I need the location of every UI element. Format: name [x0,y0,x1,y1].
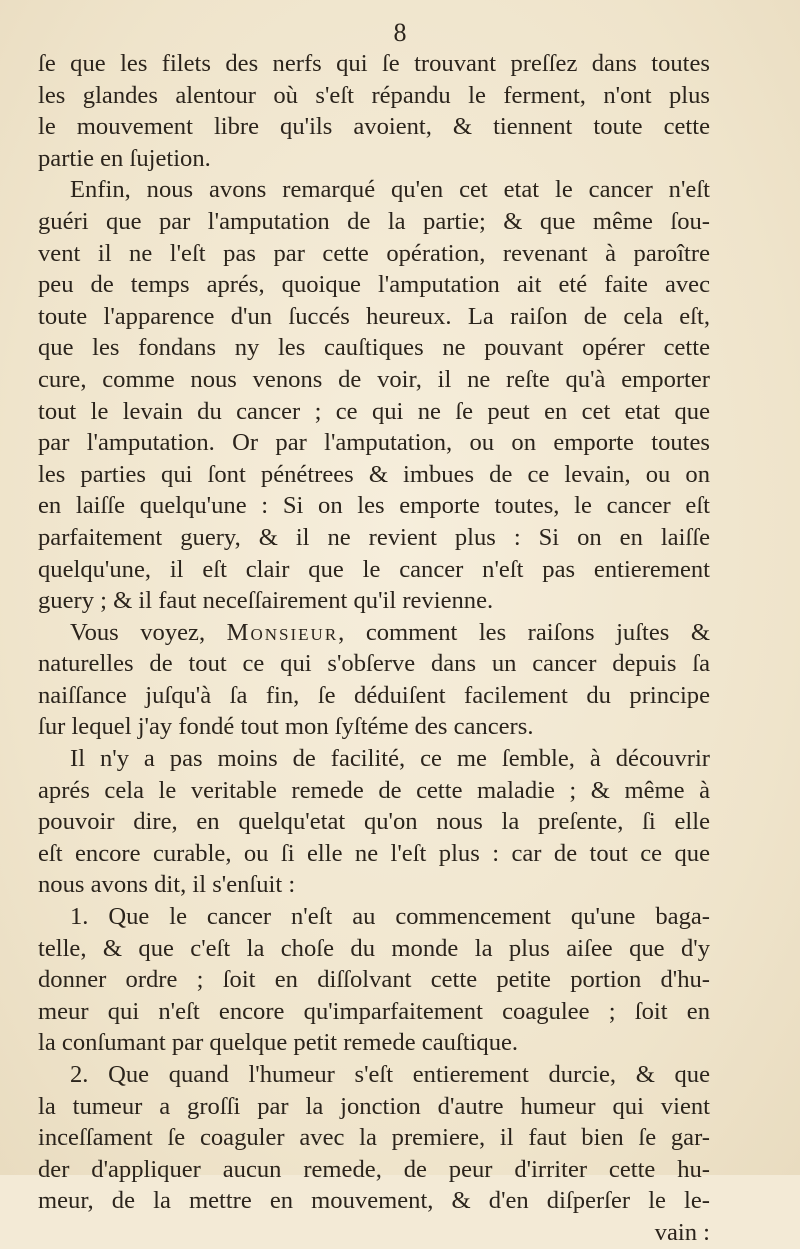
text-line: le mouvement libre qu'ils avoient, & tiennent toute cette [38,113,710,141]
text-line: ſur lequel j'ay fondé tout mon ſyſtéme des cancers. [38,713,534,741]
text-line: nous avons dit, il s'enſuit : [38,871,296,899]
text-run: Vous voyez, [70,618,227,646]
text-line: les glandes alentour où s'eſt répandu le ferment, n'ont plus [38,81,710,109]
text-line: partie en ſujetion. [38,144,211,172]
page-number: 8 [393,18,407,47]
addressee-smallcaps: Monsieur [226,618,339,646]
text-line: vain : [654,1218,710,1246]
page-text [38,48,710,1249]
text-line: guéri que par l'amputation de la partie; & que même ſou- [38,207,710,235]
text-line: que les fondans ny les cauſtiques ne pouvant opérer cette [38,334,710,362]
text-line: la tumeur a groſſi par la jonction d'autre humeur qui vient [38,1092,710,1120]
text-line: vent il ne l'eſt pas par cette opération, revenant à paroître [38,239,710,267]
text-line: meur, de la mettre en mouvement, & d'en diſperſer le le- [38,1187,710,1215]
text-line: donner ordre ; ſoit en diſſolvant cette petite portion d'hu- [38,966,710,994]
text-line: naiſſance juſqu'à ſa fin, ſe déduiſent facilement du principe [38,681,710,709]
text-line: naturelles de tout ce qui s'obſerve dans un cancer depuis ſa [38,650,710,678]
text-line: par l'amputation. Or par l'amputation, ou on emporte toutes [38,429,710,457]
text-line [38,617,710,649]
text-line: les parties qui ſont pénétrees & imbues de ce levain, ou on [38,460,710,488]
text-line: der d'appliquer aucun remede, de peur d'irriter cette hu- [38,1155,710,1183]
text-line: guery ; & il faut neceſſairement qu'il revienne. [38,587,494,615]
text-line: telle, & que c'eſt la choſe du monde la plus aiſee que d'y [38,934,710,962]
text-run: , comment les raiſons juſtes & [338,618,710,646]
text-line: eſt encore curable, ou ſi elle ne l'eſt plus : car de tout ce que [38,839,710,867]
text-line: meur qui n'eſt encore qu'imparfaitement coagulee ; ſoit en [38,997,710,1025]
text-line: toute l'apparence d'un ſuccés heureux. La raiſon de cela eſt, [38,302,710,330]
text-line: 1. Que le cancer n'eſt au commencement qu'une baga- [70,903,710,931]
text-line: la conſumant par quelque petit remede cauſtique. [38,1029,519,1057]
text-line: peu de temps aprés, quoique l'amputation ait eté faite avec [38,271,710,299]
text-line: 2. Que quand l'humeur s'eſt entierement durcie, & que [70,1061,710,1088]
text-line: Il n'y a pas moins de facilité, ce me ſemble, à découvrir [70,745,710,773]
text-line: aprés cela le veritable remede de cette maladie ; & même à [38,776,710,804]
text-line: parfaitement guery, & il ne revient plus : Si on en laiſſe [38,523,710,551]
text-line: Enfin, nous avons remarqué qu'en cet etat le cancer n'eſt [70,176,710,204]
text-line: ſe que les filets des nerfs qui ſe trouvant preſſez dans toutes [38,50,710,77]
text-line: tout le levain du cancer ; ce qui ne ſe peut en cet etat que [38,397,710,425]
text-line: quelqu'une, il eſt clair que le cancer n'eſt pas entierement [38,555,710,583]
text-line: en laiſſe quelqu'une : Si on les emporte toutes, le cancer eſt [38,492,710,520]
text-line: inceſſament ſe coaguler avec la premiere, il faut bien ſe gar- [38,1124,710,1152]
text-line: cure, comme nous venons de voir, il ne reſte qu'à emporter [38,365,710,393]
text-line: pouvoir dire, en quelqu'etat qu'on nous la preſente, ſi elle [38,808,710,836]
